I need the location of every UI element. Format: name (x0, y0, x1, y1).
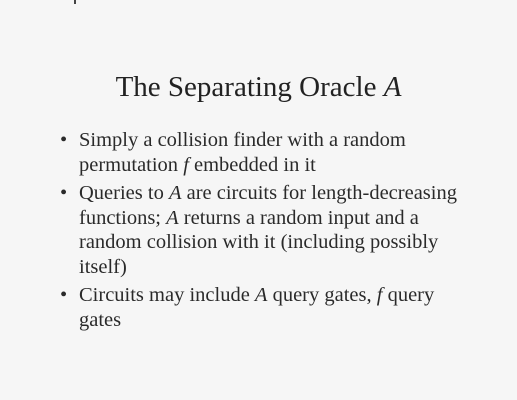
bullet-italic: f (376, 284, 383, 306)
slide-title-italic: A (383, 71, 402, 103)
bullet-text: embedded in it (188, 153, 316, 176)
bullet-item (60, 128, 480, 177)
bullet-italic: A (166, 206, 179, 229)
bullet-item (60, 181, 480, 279)
bullet-italic: A (254, 284, 268, 306)
bullet-text: Simply a collision finder with a random permutation (79, 129, 406, 176)
bullet-text: are circuits for length-decreasing functions; (79, 182, 457, 229)
slide-title-text: The Separating Oracle (115, 71, 384, 103)
bullet-text: Queries to (79, 182, 169, 204)
bullet-item (60, 283, 480, 332)
slide-title (0, 70, 517, 104)
bullet-text: query gates, (267, 284, 377, 306)
bullet-italic: f (183, 153, 189, 176)
bullet-text: returns a random input and a random collision with it (including possibly itself) (79, 206, 439, 278)
bullet-text: Circuits may include (79, 284, 255, 306)
bullet-text: query gates (79, 284, 435, 331)
scan-speck (74, 0, 76, 4)
bullet-list (60, 128, 480, 336)
bullet-italic: A (168, 182, 182, 204)
